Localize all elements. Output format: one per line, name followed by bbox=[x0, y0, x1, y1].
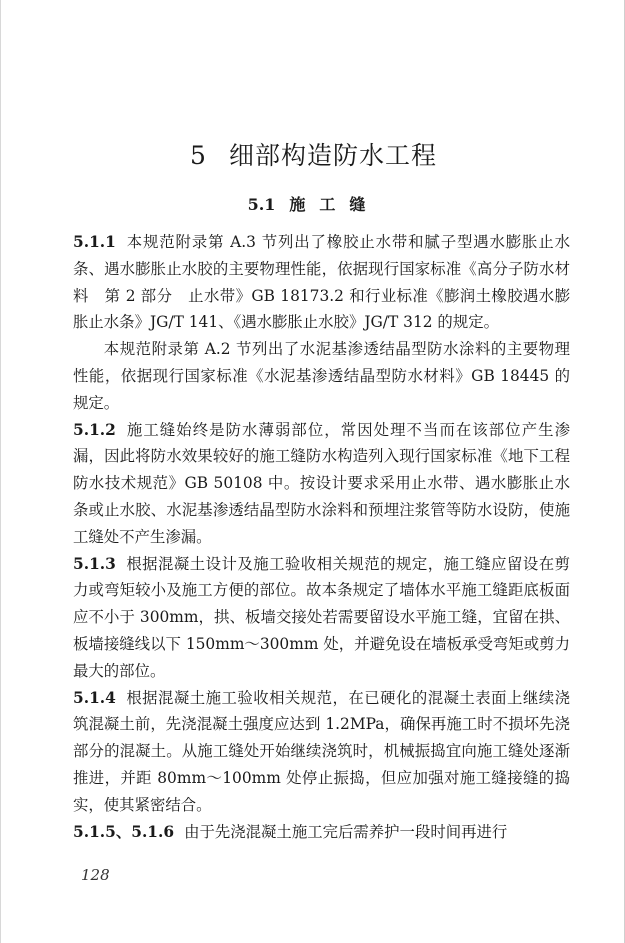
paragraph-text: 本规范附录第 A.3 节列出了橡胶止水带和腻子型遇水膨胀止水条、遇水膨胀止水胶的主要物理性能，依据现行国家标准《高分子防水材料 第 2 部分 止水带》GB 18173.2 和行业标准《膨润土橡胶遇水膨胀止水条》JG/T 141、《遇水膨胀止水胶》JG/T 312 的规定。 bbox=[73, 233, 570, 332]
page-number: 128 bbox=[81, 866, 110, 884]
paragraph-text: 根据混凝土设计及施工验收相关规范的规定，施工缝应留设在剪力或弯矩较小及施工方便的部位。故本条规定了墙体水平施工缝距底板面应不小于 300mm，拱、板墙交接处若需要留设水平施工缝，宜留在拱、板墙接缝线以下 150mm～300mm 处，并避免设在墙板承受弯矩或剪力最大的部位。 bbox=[73, 554, 570, 680]
section-heading bbox=[1, 192, 625, 215]
paragraph-5-1-1-cont bbox=[73, 336, 570, 416]
paragraph-text: 本规范附录第 A.2 节列出了水泥基渗透结晶型防水涂料的主要物理性能，依据现行国家标准《水泥基渗透结晶型防水材料》GB 18445 的规定。 bbox=[73, 340, 570, 412]
clause-number: 5.1.2 bbox=[73, 420, 116, 439]
paragraph-5-1-4 bbox=[73, 685, 570, 819]
paragraph-5-1-3 bbox=[73, 551, 570, 685]
paragraph-5-1-2 bbox=[73, 417, 570, 551]
paragraph-text: 由于先浇混凝土施工完后需养护一段时间再进行 bbox=[184, 822, 508, 841]
paragraph-text: 根据混凝土施工验收相关规范，在已硬化的混凝土表面上继续浇筑混凝土前，先浇混凝土强度应达到 1.2MPa，确保再施工时不损坏先浇部分的混凝土。从施工缝处开始继续浇筑时，机械振捣宜向施工缝处逐渐推进，并距 80mm～100mm 处停止振捣，但应加强对施工缝接缝的捣实，使其紧密结合。 bbox=[73, 688, 570, 814]
paragraph-5-1-5 bbox=[73, 819, 570, 846]
chapter-title: 细部构造防水工程 bbox=[228, 141, 437, 170]
clause-number: 5.1.4 bbox=[73, 688, 116, 707]
body-text bbox=[73, 229, 570, 845]
section-number: 5.1 bbox=[247, 195, 276, 214]
section-title: 施工缝 bbox=[289, 195, 380, 214]
clause-number: 5.1.3 bbox=[73, 554, 116, 573]
clause-number: 5.1.5、5.1.6 bbox=[73, 822, 175, 841]
clause-number: 5.1.1 bbox=[73, 233, 116, 251]
chapter-heading bbox=[1, 136, 625, 172]
paragraph-text: 施工缝始终是防水薄弱部位，常因处理不当而在该部位产生渗漏，因此将防水效果较好的施工缝防水构造列入现行国家标准《地下工程防水技术规范》GB 50108 中。按设计要求采用止水带、遇水膨胀止水条或止水胶、水泥基渗透结晶型防水涂料和预埋注浆管等防水设防，使施工缝处不产生渗漏。 bbox=[73, 420, 570, 546]
paragraph-5-1-1 bbox=[73, 229, 570, 336]
chapter-number: 5 bbox=[190, 141, 207, 170]
